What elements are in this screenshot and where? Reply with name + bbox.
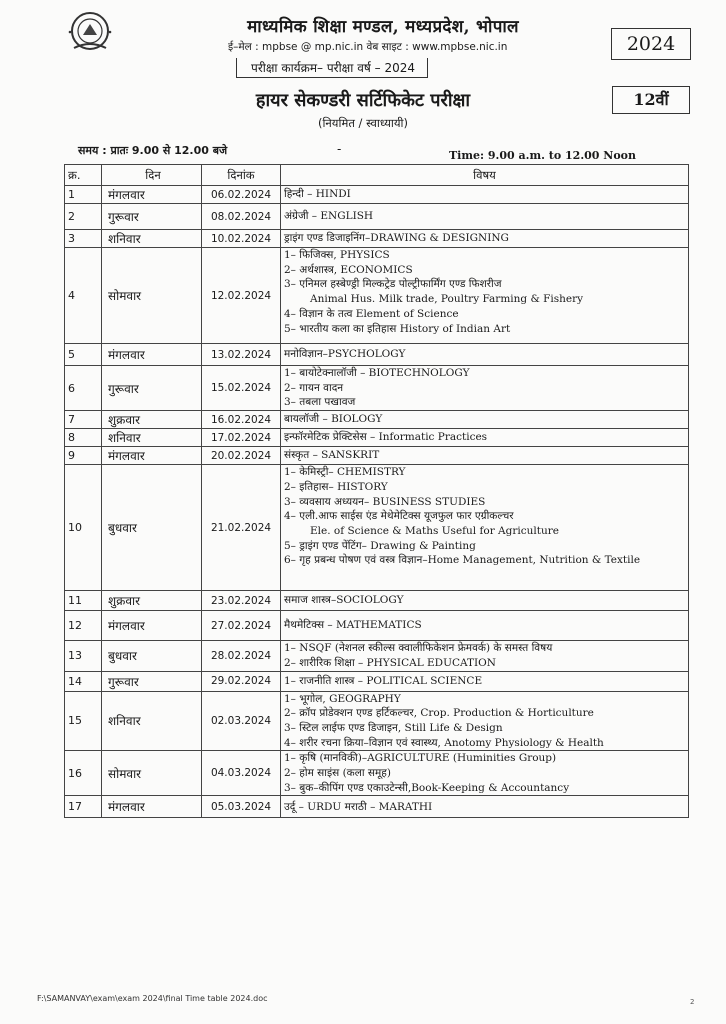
subject-line: 2– शारीरिक शिक्षा – PHYSICAL EDUCATION: [284, 656, 496, 669]
row-number: 13: [65, 641, 102, 671]
row-day: शुक्रवार: [102, 411, 202, 429]
row-subjects: [281, 796, 689, 818]
subject-line: संस्कृत – SANSKRIT: [284, 449, 380, 462]
table-row: [65, 186, 689, 204]
subject-line: हिन्दी – HINDI: [284, 188, 351, 201]
row-day: मंगलवार: [102, 447, 202, 465]
row-date: 27.02.2024: [202, 611, 281, 641]
row-subjects: [281, 230, 689, 248]
subject-line: Animal Hus. Milk trade, Poultry Farming & Fishery: [310, 293, 584, 306]
row-date: 15.02.2024: [202, 366, 281, 411]
regular-private-label: (नियमित / स्वाध्यायी): [317, 116, 409, 130]
table-row: [65, 366, 689, 411]
row-number: 8: [65, 429, 102, 447]
table-row: [65, 204, 689, 230]
row-subjects: [281, 248, 689, 344]
subject-line: 1– कृषि (मानविकी)–AGRICULTURE (Huminities Group): [284, 752, 557, 765]
row-day: बुधवार: [102, 641, 202, 671]
row-number: 11: [65, 591, 102, 611]
row-day: गुरूवार: [102, 366, 202, 411]
subject-line: 1– NSQF (नेशनल स्कील्स क्वालीफिकेशन फ्रेमवर्क) के समस्त विषय: [284, 642, 553, 655]
row-subjects: [281, 366, 689, 411]
subject-line: 2– अर्थशास्त्र, ECONOMICS: [284, 263, 413, 276]
subject-line: 3– एनिमल हस्बेण्ड्री मिल्कट्रेड पोल्ट्रीफार्मिंग एण्ड फिशरीज: [284, 278, 502, 291]
row-subjects: [281, 591, 689, 611]
table-row: [65, 671, 689, 691]
row-number: 1: [65, 186, 102, 204]
row-subjects: [281, 751, 689, 796]
row-day: मंगलवार: [102, 344, 202, 366]
subject-line: 3– बुक–कीपिंग एण्ड एकाउटेन्सी,Book-Keeping & Accountancy: [284, 781, 570, 794]
row-date: 16.02.2024: [202, 411, 281, 429]
row-date: 28.02.2024: [202, 641, 281, 671]
row-day: शुक्रवार: [102, 591, 202, 611]
row-day: शनिवार: [102, 429, 202, 447]
table-row: [65, 796, 689, 818]
subject-line: ड्राइंग एण्ड डिजाइनिंग–DRAWING & DESIGNING: [284, 232, 509, 245]
file-path: F:\SAMANVAY\exam\exam 2024\final Time table 2024.doc: [37, 994, 268, 1003]
table-row: [65, 248, 689, 344]
class-box: 12वीं: [612, 86, 690, 114]
subject-line: बायलॉजी – BIOLOGY: [284, 413, 383, 426]
row-number: 16: [65, 751, 102, 796]
row-day: बुधवार: [102, 465, 202, 591]
row-date: 05.03.2024: [202, 796, 281, 818]
row-date: 04.03.2024: [202, 751, 281, 796]
row-date: 17.02.2024: [202, 429, 281, 447]
subject-line: मैथमेटिक्स – MATHEMATICS: [284, 619, 422, 632]
row-day: गुरूवार: [102, 204, 202, 230]
subject-line: 5– ड्राइंग एण्ड पेंटिंग– Drawing & Painting: [284, 539, 476, 552]
subject-line: समाज शास्त्र–SOCIOLOGY: [284, 594, 404, 607]
row-number: 7: [65, 411, 102, 429]
timetable-body: [65, 186, 689, 818]
row-date: 21.02.2024: [202, 465, 281, 591]
subject-line: 4– एली.आफ साईस एंड मेथेमेटिक्स यूजफुल फार एग्रीकल्चर: [284, 510, 514, 523]
row-number: 9: [65, 447, 102, 465]
subject-line: 1– राजनीति शास्त्र – POLITICAL SCIENCE: [284, 674, 483, 687]
subject-line: 2– गायन वादन: [284, 381, 344, 394]
row-number: 6: [65, 366, 102, 411]
row-day: मंगलवार: [102, 611, 202, 641]
row-date: 12.02.2024: [202, 248, 281, 344]
subject-line: 3– व्यवसाय अध्ययन– BUSINESS STUDIES: [284, 495, 486, 508]
table-row: [65, 447, 689, 465]
subject-line: 6– गृह प्रबन्ध पोषण एवं वस्त्र विज्ञान–Home Management, Nutrition & Textile: [284, 554, 641, 567]
row-day: शनिवार: [102, 230, 202, 248]
subject-line: 1– केमिस्ट्री– CHEMISTRY: [284, 466, 406, 479]
subject-line: 3– तबला पखावज: [284, 396, 356, 409]
row-subjects: [281, 344, 689, 366]
table-row: [65, 611, 689, 641]
contact-line: ई–मेल : mpbse @ mp.nic.in वेब साइट : www.mpbse.nic.in: [228, 41, 508, 53]
subject-line: 5– भारतीय कला का इतिहास History of Indian Art: [284, 322, 511, 335]
subject-line: 2– क्रॉप प्रोडेक्शन एण्ड हर्टिकल्चर, Crop. Production & Horticulture: [284, 707, 594, 720]
row-number: 2: [65, 204, 102, 230]
timetable: [64, 164, 689, 818]
subject-line: 1– भूगोल, GEOGRAPHY: [284, 692, 401, 705]
row-day: गुरूवार: [102, 671, 202, 691]
row-number: 3: [65, 230, 102, 248]
table-row: [65, 641, 689, 671]
table-row: [65, 691, 689, 751]
subject-line: 3– स्टिल लाईफ एण्ड डिजाइन, Still Life & Design: [284, 721, 503, 734]
row-subjects: [281, 447, 689, 465]
row-day: सोमवार: [102, 751, 202, 796]
time-english: Time: 9.00 a.m. to 12.00 Noon: [449, 149, 637, 162]
col-header-no: क्र.: [65, 165, 102, 186]
subject-line: उर्दू – URDU मराठी – MARATHI: [284, 800, 433, 813]
row-day: मंगलवार: [102, 186, 202, 204]
row-subjects: [281, 465, 689, 591]
separator-dash: -: [337, 142, 342, 156]
row-number: 12: [65, 611, 102, 641]
row-subjects: [281, 641, 689, 671]
subject-line: मनोविज्ञान–PSYCHOLOGY: [284, 348, 406, 361]
row-day: शनिवार: [102, 691, 202, 751]
table-row: [65, 411, 689, 429]
row-subjects: [281, 691, 689, 751]
org-name: माध्यमिक शिक्षा मण्डल, मध्यप्रदेश, भोपाल: [247, 17, 519, 37]
row-date: 20.02.2024: [202, 447, 281, 465]
row-date: 06.02.2024: [202, 186, 281, 204]
programme-line: परीक्षा कार्यक्रम– परीक्षा वर्ष – 2024: [236, 58, 428, 78]
row-number: 17: [65, 796, 102, 818]
row-number: 5: [65, 344, 102, 366]
subject-line: 4– विज्ञान के तत्व Element of Science: [284, 307, 459, 320]
table-header-row: [65, 165, 689, 186]
table-row: [65, 751, 689, 796]
table-row: [65, 429, 689, 447]
subject-line: 2– इतिहास– HISTORY: [284, 480, 388, 493]
row-date: 02.03.2024: [202, 691, 281, 751]
table-row: [65, 344, 689, 366]
time-hindi: समय : प्रातः 9.00 से 12.00 बजे: [78, 144, 228, 157]
subject-line: 4– शरीर रचना क्रिया–विज्ञान एवं स्वास्थ्य, Anotomy Physiology & Health: [284, 736, 604, 749]
row-subjects: [281, 411, 689, 429]
table-row: [65, 230, 689, 248]
subject-line: 1– बायोटेक्नालॉजी – BIOTECHNOLOGY: [284, 367, 470, 379]
subject-line: अंग्रेजी – ENGLISH: [284, 210, 374, 223]
col-header-date: दिनांक: [202, 165, 281, 186]
row-number: 14: [65, 671, 102, 691]
subject-line: Ele. of Science & Maths Useful for Agriculture: [310, 524, 559, 537]
row-date: 29.02.2024: [202, 671, 281, 691]
row-subjects: [281, 429, 689, 447]
table-row: [65, 465, 689, 591]
row-subjects: [281, 611, 689, 641]
row-date: 08.02.2024: [202, 204, 281, 230]
subject-line: 1– फिजिक्स, PHYSICS: [284, 249, 390, 261]
col-header-day: दिन: [102, 165, 202, 186]
row-subjects: [281, 671, 689, 691]
row-date: 13.02.2024: [202, 344, 281, 366]
col-header-subject: विषय: [281, 165, 689, 186]
row-subjects: [281, 204, 689, 230]
row-day: सोमवार: [102, 248, 202, 344]
page-number: 2: [690, 998, 695, 1006]
row-day: मंगलवार: [102, 796, 202, 818]
row-date: 23.02.2024: [202, 591, 281, 611]
row-date: 10.02.2024: [202, 230, 281, 248]
row-number: 15: [65, 691, 102, 751]
row-number: 10: [65, 465, 102, 591]
exam-title: हायर सेकण्डरी सर्टिफिकेट परीक्षा: [255, 90, 471, 111]
year-box: 2024: [611, 28, 691, 60]
table-row: [65, 591, 689, 611]
subject-line: 2– होम साइंस (कला समूह): [284, 767, 391, 780]
row-subjects: [281, 186, 689, 204]
row-number: 4: [65, 248, 102, 344]
subject-line: इन्फॉरमेटिक प्रेक्टिसेस – Informatic Practices: [284, 431, 488, 444]
